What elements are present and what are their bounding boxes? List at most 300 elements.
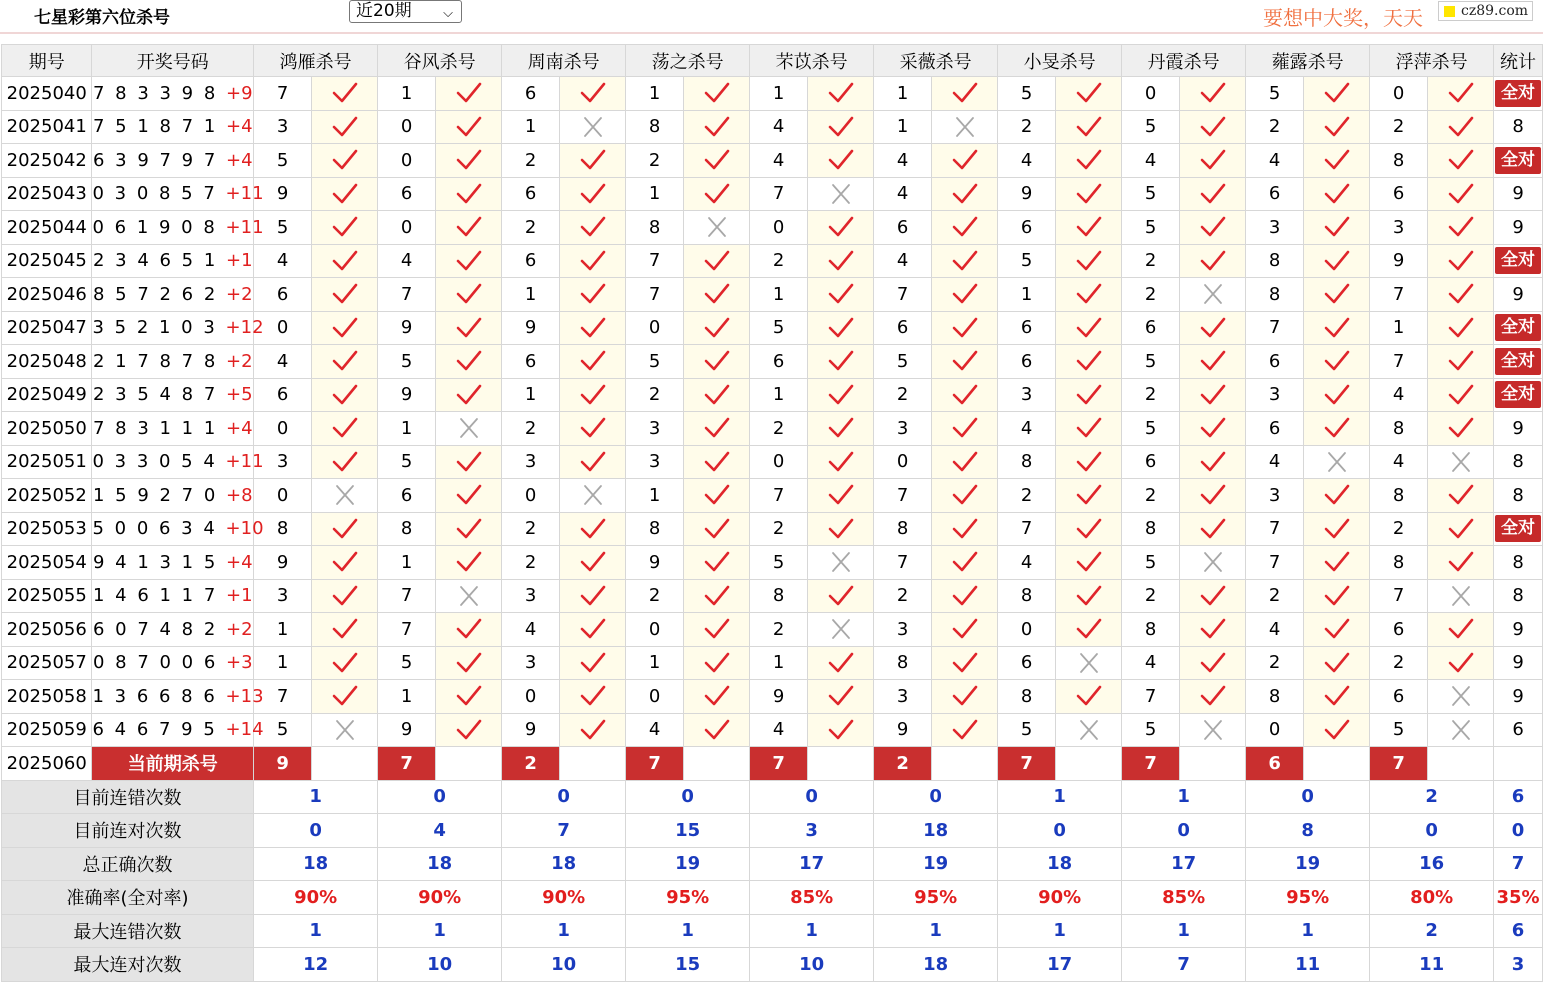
result-correct	[1056, 111, 1121, 144]
draw-extra: +2	[226, 618, 253, 640]
stats-value: 90%	[998, 881, 1121, 914]
check-icon	[456, 116, 482, 138]
check-icon	[704, 451, 730, 473]
check-icon	[1076, 183, 1102, 205]
kill-number: 8	[874, 647, 931, 680]
check-icon	[1076, 484, 1102, 506]
kill-number: 5	[998, 245, 1055, 278]
table-row	[2, 278, 1542, 311]
result-correct	[436, 211, 501, 244]
check-icon	[580, 149, 606, 171]
kill-number: 0	[626, 680, 683, 713]
issue-number: 2025052	[2, 479, 91, 512]
result-correct	[1304, 714, 1369, 747]
stats-value: 8	[1246, 814, 1369, 847]
check-icon	[828, 283, 854, 305]
draw-numbers	[92, 479, 253, 512]
kill-number: 5	[378, 446, 435, 479]
kill-number: 2	[626, 379, 683, 412]
result-correct	[312, 178, 377, 211]
current-kill-number: 7	[998, 747, 1055, 780]
stats-value: 1	[1246, 915, 1369, 948]
check-icon	[332, 685, 358, 707]
stats-value: 1	[1122, 915, 1245, 948]
check-icon	[456, 149, 482, 171]
check-icon	[332, 149, 358, 171]
kill-number: 2	[502, 211, 559, 244]
result-correct	[1180, 613, 1245, 646]
kill-number: 1	[998, 278, 1055, 311]
issue-number: 2025047	[2, 312, 91, 345]
result-correct	[436, 379, 501, 412]
stats-row	[2, 848, 1542, 881]
result-correct	[1180, 479, 1245, 512]
result-correct	[684, 446, 749, 479]
result-correct	[808, 412, 873, 445]
stats-value: 90%	[254, 881, 377, 914]
kill-number: 9	[254, 178, 311, 211]
result-correct	[932, 412, 997, 445]
result-correct	[1304, 680, 1369, 713]
stats-value: 0	[254, 814, 377, 847]
check-icon	[952, 350, 978, 372]
cross-icon	[828, 551, 854, 573]
check-icon	[456, 685, 482, 707]
result-correct	[1056, 144, 1121, 177]
check-icon	[1200, 216, 1226, 238]
check-icon	[332, 82, 358, 104]
table-row	[2, 580, 1542, 613]
draw-main: 2 3 4 6 5 1	[92, 250, 218, 272]
check-icon	[1076, 216, 1102, 238]
current-kill-number: 2	[502, 747, 559, 780]
check-icon	[456, 518, 482, 540]
kill-number: 0	[1122, 77, 1179, 110]
kill-number: 4	[1246, 613, 1303, 646]
all-correct-badge: 全对	[1495, 247, 1541, 274]
draw-numbers	[92, 312, 264, 345]
stats-row	[2, 948, 1542, 981]
result-correct	[932, 479, 997, 512]
check-icon	[1448, 149, 1474, 171]
result-correct	[932, 613, 997, 646]
draw-main: 1 4 6 1 1 7	[92, 585, 218, 607]
kill-number: 7	[254, 680, 311, 713]
site-brand[interactable]	[1438, 1, 1533, 21]
current-kill-blank	[1428, 747, 1493, 780]
check-icon	[952, 317, 978, 339]
check-icon	[580, 585, 606, 607]
result-correct	[684, 312, 749, 345]
stats-value: 0	[1122, 814, 1245, 847]
result-correct	[436, 513, 501, 546]
stats-value: 90%	[378, 881, 501, 914]
check-icon	[332, 350, 358, 372]
result-wrong	[1056, 714, 1121, 747]
issue-number: 2025057	[2, 647, 91, 680]
kill-number: 0	[750, 446, 807, 479]
stats-value: 18	[254, 848, 377, 881]
check-icon	[1200, 116, 1226, 138]
check-icon	[1200, 451, 1226, 473]
check-icon	[1324, 384, 1350, 406]
cross-icon	[1324, 451, 1350, 473]
result-correct	[312, 680, 377, 713]
kill-number: 6	[998, 211, 1055, 244]
kill-number: 8	[998, 446, 1055, 479]
draw-main: 2 1 7 8 7 8	[92, 350, 218, 372]
kill-number: 5	[1122, 546, 1179, 579]
result-correct	[436, 446, 501, 479]
kill-number: 1	[750, 647, 807, 680]
table-row	[2, 446, 1542, 479]
kill-number: 6	[750, 345, 807, 378]
draw-main: 3 5 2 1 0 3	[92, 317, 218, 339]
result-correct	[684, 111, 749, 144]
issue-number: 2025055	[2, 580, 91, 613]
kill-number: 4	[750, 111, 807, 144]
result-correct	[1304, 613, 1369, 646]
stats-value: 15	[626, 814, 749, 847]
issue-number: 2025045	[2, 245, 91, 278]
result-correct	[1180, 211, 1245, 244]
result-correct	[1056, 412, 1121, 445]
kill-number: 8	[1370, 546, 1427, 579]
draw-extra: +1	[226, 585, 253, 607]
stats-value: 80%	[1370, 881, 1493, 914]
check-icon	[580, 685, 606, 707]
column-header: 浮萍杀号	[1370, 45, 1493, 76]
check-icon	[1200, 652, 1226, 674]
result-correct	[312, 77, 377, 110]
stats-value: 17	[1122, 848, 1245, 881]
result-correct	[932, 312, 997, 345]
check-icon	[580, 250, 606, 272]
stats-value: 90%	[502, 881, 625, 914]
chevron-down-icon: ⌵	[443, 6, 453, 21]
table-row	[2, 613, 1542, 646]
check-icon	[1448, 283, 1474, 305]
check-icon	[456, 216, 482, 238]
check-icon	[580, 618, 606, 640]
stats-value: 10	[750, 948, 873, 981]
stats-row	[2, 781, 1542, 814]
stats-row	[2, 814, 1542, 847]
issue-number: 2025059	[2, 714, 91, 747]
issue-number: 2025046	[2, 278, 91, 311]
result-correct	[932, 446, 997, 479]
check-icon	[828, 417, 854, 439]
draw-extra: +11	[225, 183, 264, 205]
kill-number: 9	[998, 178, 1055, 211]
result-correct	[1304, 144, 1369, 177]
result-correct	[808, 479, 873, 512]
row-stat	[1494, 513, 1542, 546]
result-correct	[684, 680, 749, 713]
stats-value: 6	[1494, 915, 1542, 948]
kill-number: 2	[998, 111, 1055, 144]
check-icon	[828, 250, 854, 272]
result-correct	[932, 379, 997, 412]
result-correct	[808, 446, 873, 479]
result-correct	[1056, 278, 1121, 311]
result-correct	[684, 144, 749, 177]
table-row	[2, 345, 1542, 378]
row-stat	[1494, 379, 1542, 412]
kill-number: 3	[254, 446, 311, 479]
check-icon	[580, 652, 606, 674]
result-correct	[436, 613, 501, 646]
draw-numbers	[92, 580, 253, 613]
result-correct	[684, 77, 749, 110]
page-title: 七星彩第六位杀号	[34, 8, 170, 28]
result-correct	[1056, 379, 1121, 412]
kill-number: 8	[998, 580, 1055, 613]
column-header: 蕹露杀号	[1246, 45, 1369, 76]
result-correct	[1056, 680, 1121, 713]
kill-number: 2	[1370, 647, 1427, 680]
kill-number: 5	[1122, 178, 1179, 211]
check-icon	[1448, 652, 1474, 674]
result-correct	[436, 647, 501, 680]
current-kill-number: 7	[1370, 747, 1427, 780]
table-row	[2, 245, 1542, 278]
stats-value: 1	[998, 915, 1121, 948]
draw-main: 6 4 6 7 9 5	[92, 719, 218, 741]
check-icon	[1076, 685, 1102, 707]
check-icon	[1076, 618, 1102, 640]
result-correct	[808, 312, 873, 345]
kill-number: 0	[378, 144, 435, 177]
result-correct	[932, 680, 997, 713]
result-correct	[1180, 680, 1245, 713]
stats-value: 7	[502, 814, 625, 847]
cross-icon	[1448, 451, 1474, 473]
issue-number: 2025041	[2, 111, 91, 144]
kill-number: 4	[998, 144, 1055, 177]
table-row	[2, 178, 1542, 211]
all-correct-badge: 全对	[1495, 80, 1541, 107]
stats-value: 7	[1494, 848, 1542, 881]
kill-number: 8	[1246, 680, 1303, 713]
check-icon	[828, 685, 854, 707]
check-icon	[952, 82, 978, 104]
check-icon	[580, 283, 606, 305]
table-row	[2, 111, 1542, 144]
kill-number: 4	[254, 245, 311, 278]
kill-number: 1	[254, 647, 311, 680]
check-icon	[1076, 116, 1102, 138]
column-header: 芣苡杀号	[750, 45, 873, 76]
table-row	[2, 680, 1542, 713]
check-icon	[828, 484, 854, 506]
kill-number: 4	[874, 144, 931, 177]
kill-number: 2	[874, 379, 931, 412]
kill-number: 7	[874, 479, 931, 512]
kill-number: 7	[626, 245, 683, 278]
kill-number: 5	[254, 714, 311, 747]
row-stat: 8	[1494, 546, 1542, 579]
stats-value: 18	[378, 848, 501, 881]
kill-number: 7	[254, 77, 311, 110]
stats-value: 0	[750, 781, 873, 814]
kill-number: 1	[378, 680, 435, 713]
check-icon	[1448, 417, 1474, 439]
kill-number: 2	[626, 580, 683, 613]
result-correct	[1428, 379, 1493, 412]
result-wrong	[436, 412, 501, 445]
result-wrong	[1428, 714, 1493, 747]
result-correct	[1180, 144, 1245, 177]
stats-value: 2	[1370, 781, 1493, 814]
kill-number: 3	[502, 580, 559, 613]
draw-numbers	[92, 613, 253, 646]
result-correct	[312, 144, 377, 177]
kill-number: 3	[626, 412, 683, 445]
check-icon	[1076, 250, 1102, 272]
kill-number: 8	[254, 513, 311, 546]
kill-number: 9	[254, 546, 311, 579]
kill-number: 1	[254, 613, 311, 646]
kill-number: 6	[502, 345, 559, 378]
draw-main: 2 3 5 4 8 7	[92, 384, 218, 406]
current-kill-blank	[560, 747, 625, 780]
check-icon	[1324, 417, 1350, 439]
check-icon	[332, 384, 358, 406]
result-correct	[808, 245, 873, 278]
result-correct	[808, 580, 873, 613]
stats-value: 17	[750, 848, 873, 881]
row-stat: 9	[1494, 680, 1542, 713]
result-correct	[1304, 211, 1369, 244]
draw-numbers	[92, 178, 264, 211]
result-correct	[808, 77, 873, 110]
kill-number: 6	[998, 647, 1055, 680]
check-icon	[952, 518, 978, 540]
stats-value: 1	[254, 781, 377, 814]
row-stat: 6	[1494, 714, 1542, 747]
result-correct	[1180, 312, 1245, 345]
result-correct	[1056, 211, 1121, 244]
cross-icon	[1076, 719, 1102, 741]
stats-value: 3	[750, 814, 873, 847]
kill-number: 2	[1122, 278, 1179, 311]
cross-icon	[1076, 652, 1102, 674]
all-correct-badge: 全对	[1495, 515, 1541, 542]
kill-number: 1	[378, 546, 435, 579]
result-correct	[932, 144, 997, 177]
stats-label: 目前连对次数	[2, 814, 253, 847]
period-select[interactable]	[349, 0, 462, 23]
kill-number: 5	[1122, 412, 1179, 445]
current-kill-number: 7	[1122, 747, 1179, 780]
result-correct	[312, 446, 377, 479]
check-icon	[1200, 417, 1226, 439]
check-icon	[456, 719, 482, 741]
result-correct	[436, 546, 501, 579]
check-icon	[332, 317, 358, 339]
table-row	[2, 77, 1542, 110]
draw-extra: +5	[226, 384, 253, 406]
draw-numbers	[92, 446, 264, 479]
check-icon	[1448, 116, 1474, 138]
check-icon	[332, 183, 358, 205]
stats-value: 12	[254, 948, 377, 981]
row-stat: 9	[1494, 647, 1542, 680]
draw-main: 0 8 7 0 0 6	[92, 652, 218, 674]
kill-number: 4	[750, 144, 807, 177]
column-header: 鸿雁杀号	[254, 45, 377, 76]
kill-number: 3	[874, 412, 931, 445]
draw-main: 6 3 9 7 9 7	[92, 149, 218, 171]
result-correct	[1056, 546, 1121, 579]
check-icon	[580, 317, 606, 339]
kill-number: 7	[1370, 278, 1427, 311]
kill-number: 8	[874, 513, 931, 546]
stats-value: 18	[874, 948, 997, 981]
top-bar	[0, 0, 1543, 34]
check-icon	[1448, 250, 1474, 272]
kill-number: 3	[1246, 379, 1303, 412]
kill-number: 7	[874, 278, 931, 311]
draw-numbers	[92, 245, 253, 278]
result-correct	[1056, 245, 1121, 278]
result-correct	[560, 680, 625, 713]
kill-number: 3	[1246, 479, 1303, 512]
result-wrong	[684, 211, 749, 244]
kill-number: 6	[874, 211, 931, 244]
kill-number: 6	[998, 312, 1055, 345]
kill-number: 3	[502, 647, 559, 680]
draw-main: 7 8 3 1 1 1	[92, 417, 218, 439]
cross-icon	[332, 484, 358, 506]
kill-number: 4	[874, 178, 931, 211]
check-icon	[704, 417, 730, 439]
check-icon	[1076, 417, 1102, 439]
kill-number: 5	[254, 211, 311, 244]
stats-value: 10	[378, 948, 501, 981]
column-header: 采薇杀号	[874, 45, 997, 76]
kill-number: 3	[1370, 211, 1427, 244]
check-icon	[580, 551, 606, 573]
current-kill-blank	[684, 747, 749, 780]
kill-number: 4	[1370, 446, 1427, 479]
check-icon	[952, 551, 978, 573]
stats-value: 0	[874, 781, 997, 814]
kill-number: 7	[1370, 580, 1427, 613]
result-correct	[1304, 479, 1369, 512]
cross-icon	[456, 417, 482, 439]
result-correct	[312, 412, 377, 445]
check-icon	[1200, 82, 1226, 104]
check-icon	[704, 116, 730, 138]
column-header: 统计	[1494, 45, 1542, 76]
check-icon	[1324, 518, 1350, 540]
check-icon	[332, 652, 358, 674]
check-icon	[456, 551, 482, 573]
stats-value: 17	[998, 948, 1121, 981]
stats-label: 最大连错次数	[2, 915, 253, 948]
result-correct	[1304, 379, 1369, 412]
marquee-text: 要想中大奖，天天	[1263, 6, 1423, 30]
draw-numbers	[92, 546, 253, 579]
check-icon	[1324, 250, 1350, 272]
issue-number: 2025040	[2, 77, 91, 110]
draw-extra: +4	[226, 116, 253, 138]
stats-value: 3	[1494, 948, 1542, 981]
kill-number: 0	[626, 613, 683, 646]
stats-value: 0	[1370, 814, 1493, 847]
